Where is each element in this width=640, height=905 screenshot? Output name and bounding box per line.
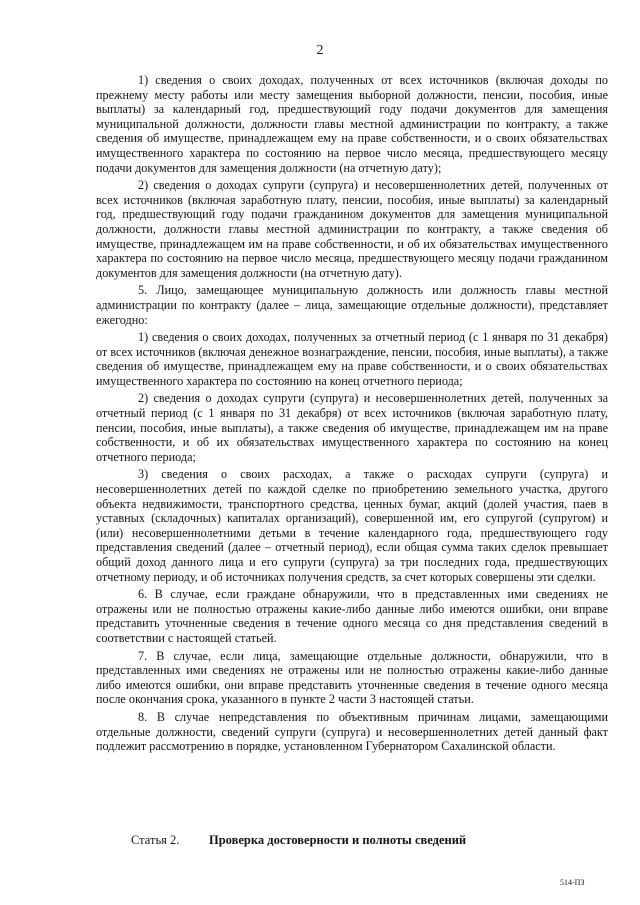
paragraph-4-2: 2) сведения о доходах супруги (супруга) и несовершеннолетних детей, полученных от всех источников (включая заработную плату, пенсии, пособия, иные выплаты) за календарный год, предшествующий году подачи гражданином документов для замещения муниципальной должности, должности главы местной администрации по контракту, а также сведения об имуществе, принадлежащем им на праве собственности, и об их обязательствах имущественного характера по состоянию на первое число месяца, предшествующего месяцу подачи гражданином документов для замещения должности (на отчетную дату).	[96, 178, 608, 280]
paragraph-7: 7. В случае, если лица, замещающие отдельные должности, обнаружили, что в представленных ими сведениях не отражены или не полностью отражены какие-либо данные либо имеются ошибки, они вправе представить уточненные сведения в течение одного месяца после окончания срока, указанного в пункте 2 части 3 настоящей статьи.	[96, 648, 608, 707]
paragraph-5: 5. Лицо, замещающее муниципальную должность или должность главы местной администрации по контракту (далее – лица, замещающие отдельные должности), представляет ежегодно:	[96, 283, 608, 327]
document-body	[96, 73, 608, 757]
article-heading	[131, 833, 601, 848]
paragraph-4-1: 1) сведения о своих доходах, полученных от всех источников (включая доходы по прежнему месту работы или месту замещения выборной должности, пенсии, пособия, иные выплаты) за календарный год, предшествующий году подачи документов для замещения муниципальной должности, должности главы местной администрации по контракту, а также сведения об имуществе, принадлежащем ему на праве собственности, и о своих обязательствах имущественного характера по состоянию на первое число месяца, предшествующего месяцу подачи документов для замещения должности (на отчетную дату);	[96, 73, 608, 175]
paragraph-5-1: 1) сведения о своих доходах, полученных за отчетный период (с 1 января по 31 декабря) от всех источников (включая денежное вознаграждение, пенсии, пособия, иные выплаты), а также сведения об имуществе, принадлежащем ему на праве собственности, и о своих обязательствах имущественного характера по состоянию на конец отчетного периода;	[96, 330, 608, 388]
paragraph-6: 6. В случае, если граждане обнаружили, что в представленных ими сведениях не отражены или не полностью отражены какие-либо данные либо имеются ошибки, они вправе представить уточненные сведения в течение одного месяца со дня представления сведений в соответствии с настоящей статьей.	[96, 587, 608, 645]
article-title: Проверка достоверности и полноты сведений	[209, 833, 467, 847]
paragraph-8: 8. В случае непредставления по объективным причинам лицами, замещающими отдельные должности, сведений супруги (супруга) и несовершеннолетних детей данный факт подлежит рассмотрению в порядке, установленном Губернатором Сахалинской области.	[96, 709, 608, 754]
paragraph-5-3: 3) сведения о своих расходах, а также о расходах супруги (супруга) и несовершеннолетних детей по каждой сделке по приобретению земельного участка, другого объекта недвижимости, транспортного средства, ценных бумаг, акций (долей участия, паев в уставных (складочных) капиталах организаций), совершенной им, его супругой (супругом) и (или) несовершеннолетними детьми в течение календарного года, предшествующего году представления сведений (далее – отчетный период), если общая сумма таких сделок превышает общий доход данного лица и его супруги (супруга) за три последних года, предшествующих отчетному периоду, и об источниках получения средств, за счет которых совершены эти сделки.	[96, 467, 608, 584]
article-number: Статья 2.	[131, 833, 180, 847]
document-code: 514-ПЗ	[560, 878, 585, 887]
page-number: 2	[316, 43, 324, 58]
paragraph-5-2: 2) сведения о доходах супруги (супруга) и несовершеннолетних детей, полученных за отчетный период (с 1 января по 31 декабря) от всех источников (включая заработную плату, пенсии, пособия, иные выплаты), а также сведения об имуществе, принадлежащем им на праве собственности, и об их обязательствах имущественного характера по состоянию на конец отчетного периода;	[96, 391, 608, 464]
